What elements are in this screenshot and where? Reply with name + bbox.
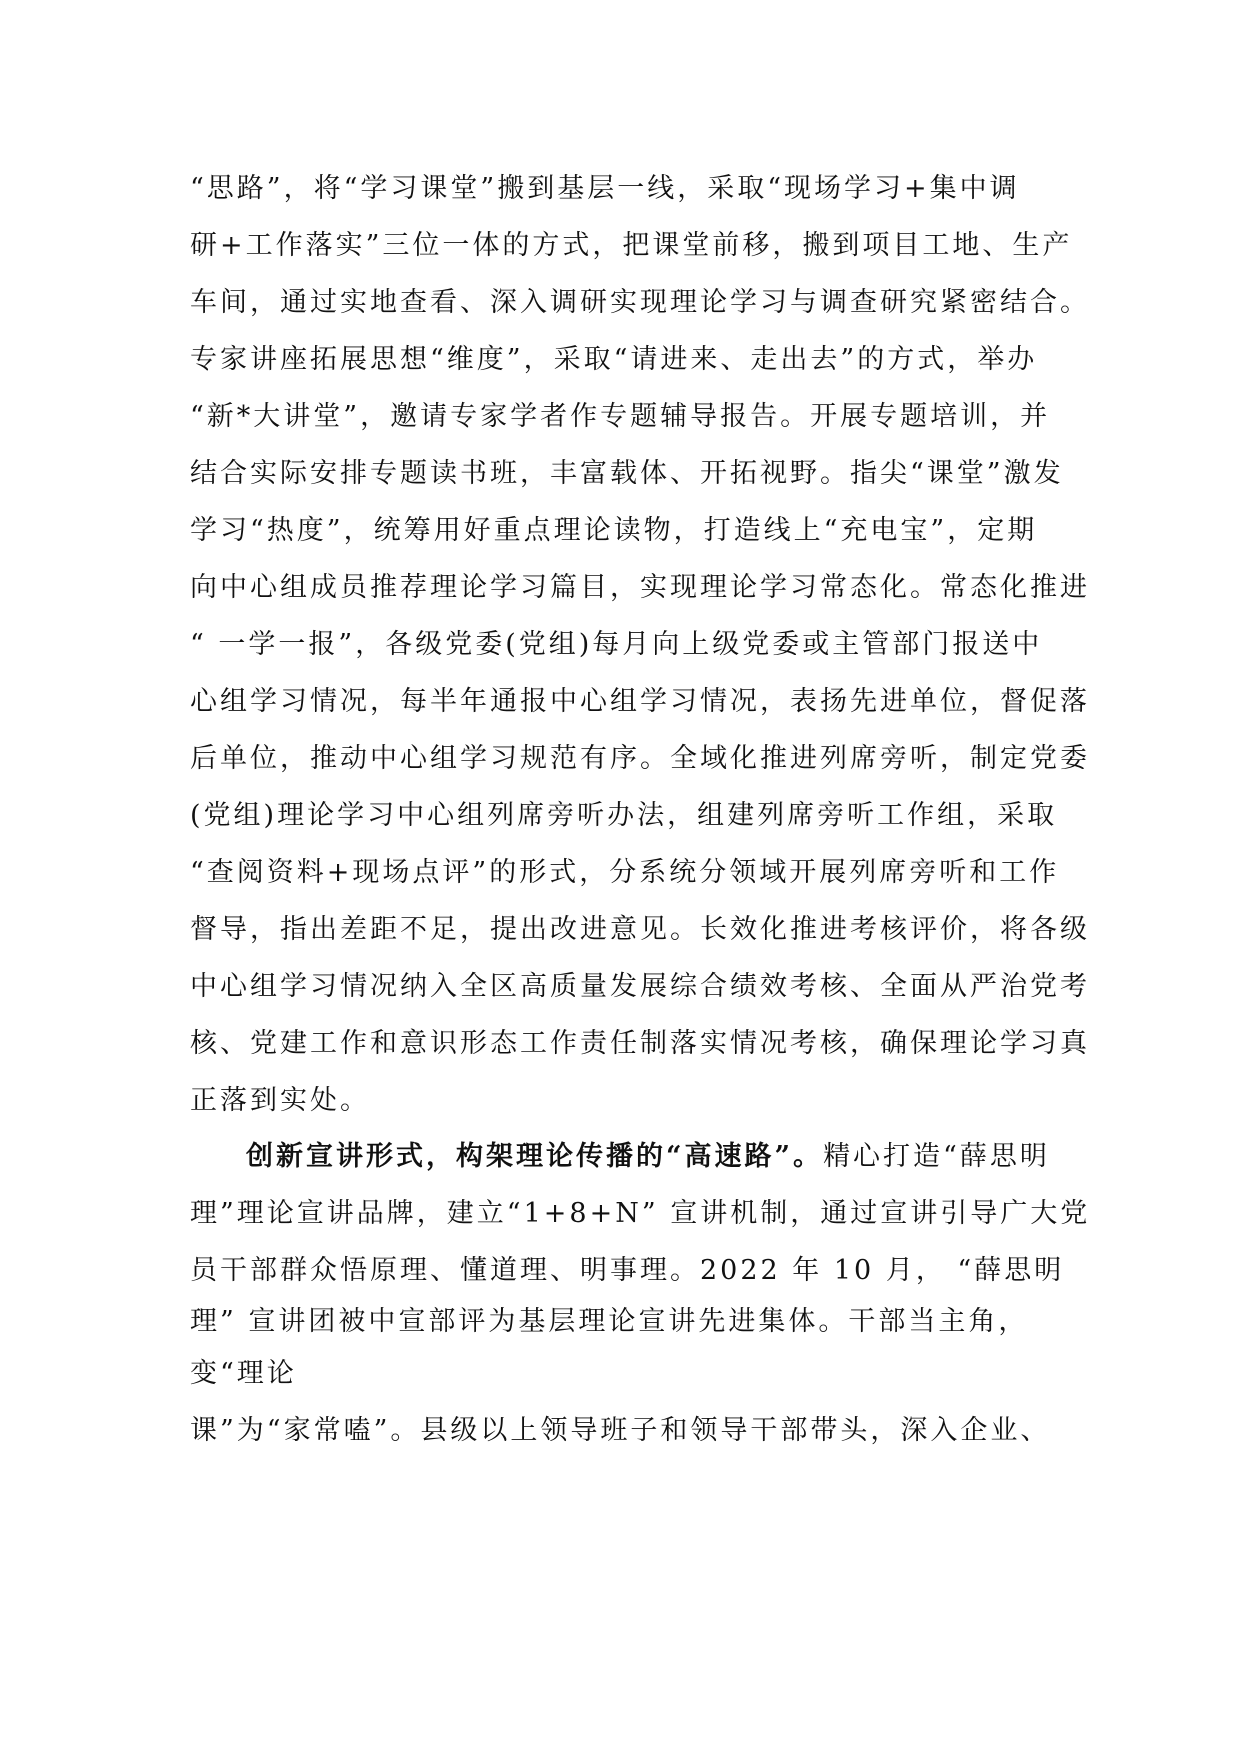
paragraph-1-line-3: 车间，通过实地查看、深入调研实现理论学习与调查研究紧密结合。 bbox=[190, 287, 1090, 318]
paragraph-1-line-1: “思路”，将“学习课堂”搬到基层一线，采取“现场学习+集中调 bbox=[190, 173, 1020, 204]
paragraph-2-line-5: 变“理论 bbox=[190, 1358, 297, 1389]
paragraph-1-line-4: 专家讲座拓展思想“维度”，采取“请进来、走出去”的方式，举办 bbox=[190, 344, 1038, 375]
paragraph-1-line-12: (党组)理论学习中心组列席旁听办法，组建列席旁听工作组，采取 bbox=[190, 800, 1058, 831]
paragraph-1-line-16: 核、党建工作和意识形态工作责任制落实情况考核，确保理论学习真 bbox=[190, 1028, 1090, 1059]
paragraph-1-line-14: 督导，指出差距不足，提出改进意见。长效化推进考核评价，将各级 bbox=[190, 914, 1090, 945]
paragraph-2 bbox=[190, 1128, 1091, 1459]
paragraph-1-line-9: “ 一学一报”，各级党委(党组)每月向上级党委或主管部门报送中 bbox=[190, 629, 1043, 660]
paragraph-2-line-1 bbox=[190, 1128, 1070, 1185]
paragraph-1-line-17: 正落到实处。 bbox=[190, 1085, 370, 1116]
paragraph-1-line-13: “查阅资料+现场点评”的形式，分系统分领域开展列席旁听和工作 bbox=[190, 857, 1060, 888]
paragraph-2-line-2: 理”理论宣讲品牌，建立“1+8+N” 宣讲机制，通过宣讲引导广大党 bbox=[190, 1198, 1091, 1229]
paragraph-2-line-4: 理” 宣讲团被中宣部评为基层理论宣讲先进集体。干部当主角， bbox=[190, 1306, 1029, 1337]
paragraph-2-line-1-rest: 精心打造“薛思明 bbox=[823, 1141, 1050, 1172]
paragraph-1-line-15: 中心组学习情况纳入全区高质量发展综合绩效考核、全面从严治党考 bbox=[190, 971, 1090, 1002]
paragraph-2-line-6: 课”为“家常嗑”。县级以上领导班子和领导干部带头，深入企业、 bbox=[190, 1415, 1051, 1446]
paragraph-1 bbox=[190, 160, 1090, 1129]
paragraph-1-line-8: 向中心组成员推荐理论学习篇目，实现理论学习常态化。常态化推进 bbox=[190, 572, 1090, 603]
paragraph-2-heading: 创新宣讲形式，构架理论传播的“高速路”。 bbox=[246, 1141, 824, 1172]
paragraph-1-line-6: 结合实际安排专题读书班，丰富载体、开拓视野。指尖“课堂”激发 bbox=[190, 458, 1064, 489]
paragraph-1-line-5: “新*大讲堂”，邀请专家学者作专题辅导报告。开展专题培训，并 bbox=[190, 401, 1051, 432]
paragraph-2-line-3: 员干部群众悟原理、懂道理、明事理。2022 年 10 月， “薛思明 bbox=[190, 1255, 1065, 1286]
paragraph-1-line-2: 研+工作落实”三位一体的方式，把课堂前移，搬到项目工地、生产 bbox=[190, 230, 1073, 261]
paragraph-1-line-11: 后单位，推动中心组学习规范有序。全域化推进列席旁听，制定党委 bbox=[190, 743, 1090, 774]
paragraph-1-line-7: 学习“热度”，统筹用好重点理论读物，打造线上“充电宝”，定期 bbox=[190, 515, 1038, 546]
paragraph-1-line-10: 心组学习情况，每半年通报中心组学习情况，表扬先进单位，督促落 bbox=[190, 686, 1090, 717]
